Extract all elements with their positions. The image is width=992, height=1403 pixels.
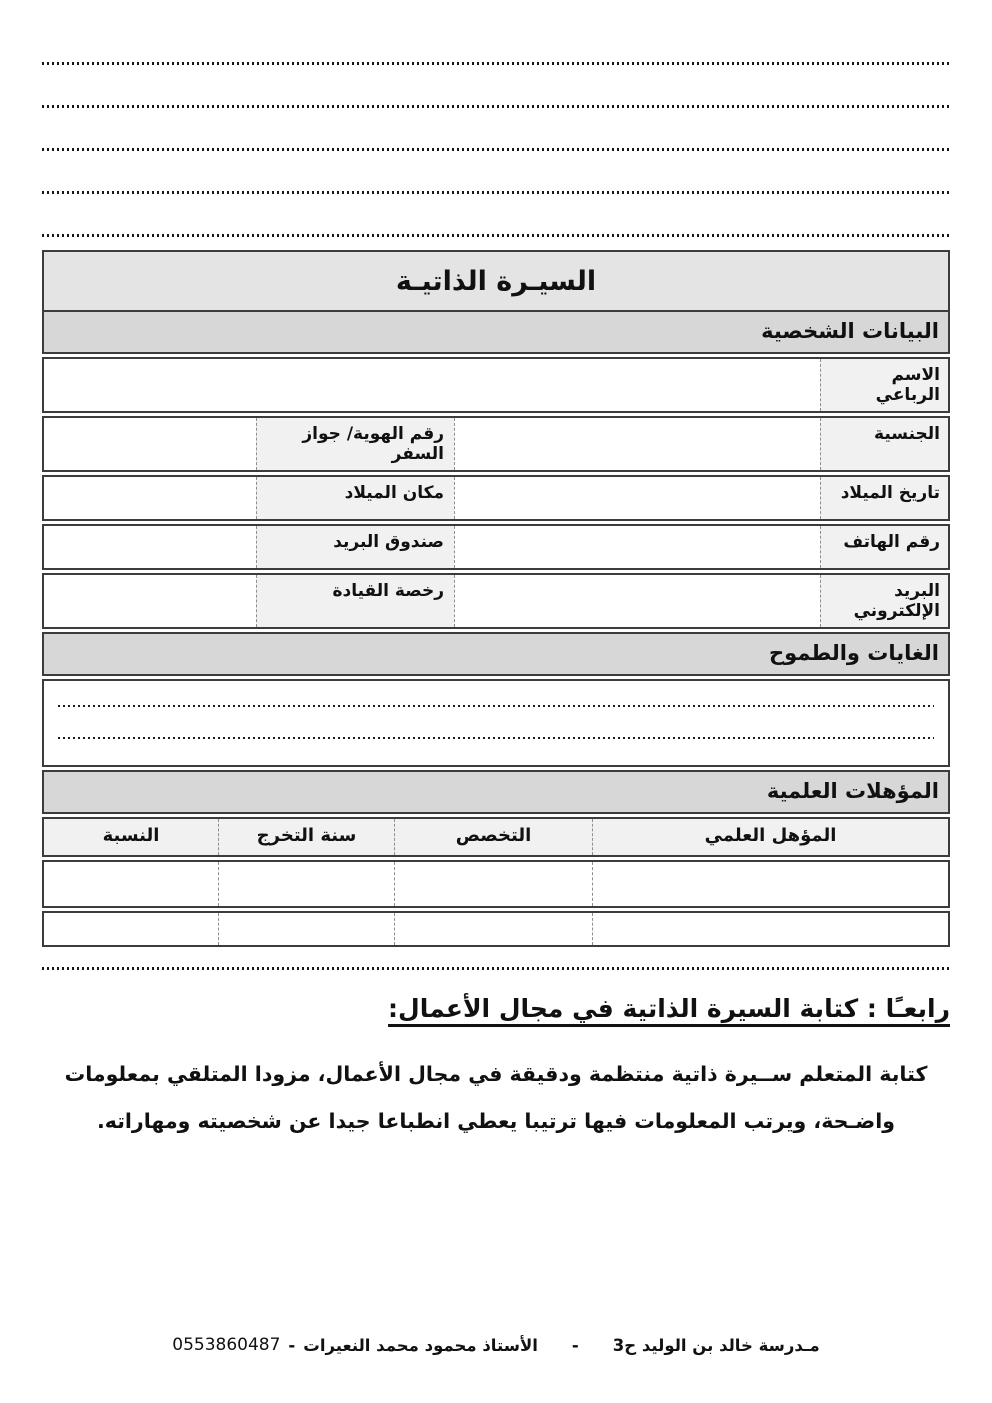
write-in-line-4[interactable]: [42, 191, 950, 194]
cv-title: السيـرة الذاتيـة: [42, 250, 950, 312]
graduation-year-column-label: سنة التخرج: [218, 819, 394, 855]
id-passport-field[interactable]: [44, 418, 256, 470]
row-nationality: [42, 416, 950, 472]
birth-place-label: مكان الميلاد: [256, 477, 454, 519]
qualifications-row-2: [42, 911, 950, 947]
section4-heading: رابعـًا : كتابة السيرة الذاتية في مجال الأعمال:: [388, 994, 950, 1023]
cv-form: [42, 250, 950, 947]
full-name-label: الاسم الرباعي: [820, 359, 948, 411]
driving-license-field[interactable]: [44, 575, 256, 627]
nationality-field[interactable]: [454, 418, 820, 470]
row-full-name: [42, 357, 950, 413]
personal-data-header: البيانات الشخصية: [42, 310, 950, 354]
specialization-cell[interactable]: [394, 862, 592, 906]
row-birth-date: [42, 475, 950, 521]
write-in-line-2[interactable]: [42, 105, 950, 108]
birth-date-field[interactable]: [454, 477, 820, 519]
specialization-cell[interactable]: [394, 913, 592, 945]
driving-license-label: رخصة القيادة: [256, 575, 454, 627]
write-in-line-5[interactable]: [42, 234, 950, 237]
section4-body-text: كتابة المتعلم ســيرة ذاتية منتظمة ودقيقة في مجال الأعمال، مزودا المتلقي بمعلومات واضـحة، ويرتب المعلومات فيها ترتيبا يعطي انطباعا جيدا عن شخصيته ومهاراته.: [64, 1062, 928, 1134]
full-name-field[interactable]: [44, 359, 820, 411]
percentage-cell[interactable]: [44, 862, 218, 906]
footer-dash: -: [571, 1335, 579, 1355]
goals-write-in-area: [42, 679, 950, 767]
page-footer: [0, 1335, 992, 1355]
row-email: [42, 573, 950, 629]
phone-label: رقم الهاتف: [820, 526, 948, 568]
po-box-label: صندوق البريد: [256, 526, 454, 568]
goals-line-1[interactable]: [58, 705, 934, 707]
specialization-column-label: التخصص: [394, 819, 592, 855]
goals-header: الغايات والطموح: [42, 632, 950, 676]
birth-place-field[interactable]: [44, 477, 256, 519]
po-box-field[interactable]: [44, 526, 256, 568]
qualifications-row-1: [42, 860, 950, 908]
email-field[interactable]: [454, 575, 820, 627]
row-phone: [42, 524, 950, 570]
footer-dash-2: -: [288, 1335, 296, 1355]
footer-phone-number: 0553860487: [172, 1335, 281, 1355]
goals-line-2[interactable]: [58, 737, 934, 739]
qualification-cell[interactable]: [592, 862, 948, 906]
qualification-column-label: المؤهل العلمي: [592, 819, 948, 855]
graduation-year-cell[interactable]: [218, 862, 394, 906]
graduation-year-cell[interactable]: [218, 913, 394, 945]
qualifications-header: المؤهلات العلمية: [42, 770, 950, 814]
nationality-label: الجنسية: [820, 418, 948, 470]
id-passport-label: رقم الهوية/ جواز السفر: [256, 418, 454, 470]
email-label: البريد الإلكتروني: [820, 575, 948, 627]
percentage-cell[interactable]: [44, 913, 218, 945]
footer-teacher-name: الأستاذ محمود محمد النعيرات: [303, 1335, 538, 1355]
write-in-line-1[interactable]: [42, 62, 950, 65]
top-write-in-lines: [42, 0, 950, 237]
percentage-column-label: النسبة: [44, 819, 218, 855]
phone-field[interactable]: [454, 526, 820, 568]
birth-date-label: تاريخ الميلاد: [820, 477, 948, 519]
write-in-line-3[interactable]: [42, 148, 950, 151]
qualification-cell[interactable]: [592, 913, 948, 945]
write-in-line-after-table[interactable]: [42, 967, 950, 970]
footer-teacher-group: [172, 1335, 538, 1355]
qualifications-column-headers: [42, 817, 950, 857]
footer-school-name: مـدرسة خالد بن الوليد ح3: [612, 1335, 820, 1355]
